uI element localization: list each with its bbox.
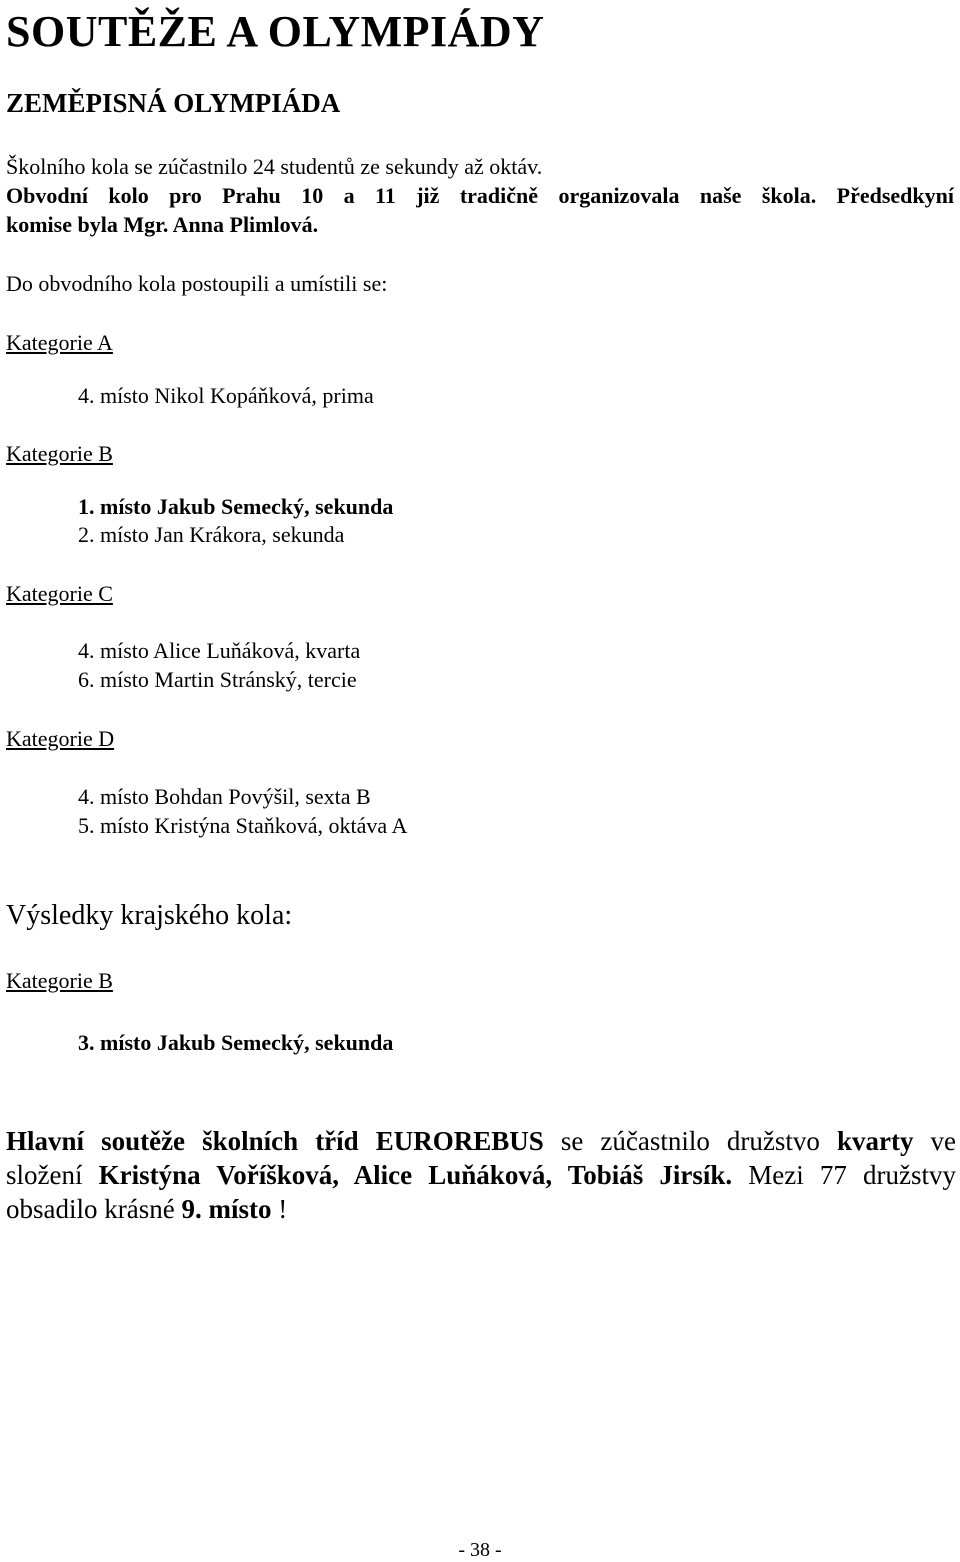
district-lead: Do obvodního kola postoupili a umístili se:: [6, 271, 388, 296]
eurorebus-text-5: obsadilo krásné: [6, 1194, 182, 1224]
eurorebus-team: Kristýna Voříšková, Alice Luňáková, Tobiáš Jirsík.: [98, 1160, 733, 1190]
section-title: ZEMĚPISNÁ OLYMPIÁDA: [6, 88, 341, 118]
result-c-1: 4. místo Alice Luňáková, kvarta: [78, 638, 361, 663]
eurorebus-text-3: složení: [6, 1160, 99, 1190]
page-number: - 38 -: [458, 1539, 502, 1561]
eurorebus-paragraph: [6, 1124, 956, 1226]
eurorebus-line-3: [6, 1192, 956, 1226]
result-a-1: 4. místo Nikol Kopáňková, prima: [78, 383, 374, 408]
regional-result: 3. místo Jakub Semecký, sekunda: [78, 1030, 394, 1055]
page-title: SOUTĚŽE A OLYMPIÁDY: [6, 7, 545, 56]
category-a-label: Kategorie A: [6, 330, 113, 355]
eurorebus-text-1: se zúčastnilo družstvo: [543, 1126, 837, 1156]
eurorebus-title: Hlavní soutěže školních tříd EUROREBUS: [6, 1126, 544, 1156]
intro-line-1: Školního kola se zúčastnilo 24 studentů ze sekundy až oktáv.: [6, 154, 543, 179]
result-c-2: 6. místo Martin Stránský, tercie: [78, 667, 357, 692]
eurorebus-line-2: [6, 1158, 956, 1192]
category-d-label: Kategorie D: [6, 726, 115, 751]
category-c-label: Kategorie C: [6, 581, 113, 606]
intro-paragraph: [6, 152, 954, 239]
result-d-1: 4. místo Bohdan Povýšil, sexta B: [78, 784, 371, 809]
eurorebus-class: kvarty: [836, 1126, 914, 1156]
eurorebus-text-4: Mezi 77 družstvy: [732, 1160, 956, 1190]
eurorebus-place: 9. místo: [181, 1194, 272, 1224]
result-b-1: 1. místo Jakub Semecký, sekunda: [78, 494, 394, 519]
intro-line-3: komise byla Mgr. Anna Plimlová.: [6, 212, 319, 237]
eurorebus-line-1: [6, 1124, 956, 1158]
result-b-2: 2. místo Jan Krákora, sekunda: [78, 522, 345, 547]
eurorebus-text-2: ve: [913, 1126, 957, 1156]
intro-line-2: Obvodní kolo pro Prahu 10 a 11 již tradičně organizovala naše škola. Předsedkyní: [6, 183, 954, 208]
category-b-label: Kategorie B: [6, 441, 113, 466]
eurorebus-text-6: !: [271, 1194, 288, 1224]
regional-heading: Výsledky krajského kola:: [6, 900, 293, 931]
result-d-2: 5. místo Kristýna Staňková, oktáva A: [78, 813, 408, 838]
regional-category-label: Kategorie B: [6, 968, 113, 993]
